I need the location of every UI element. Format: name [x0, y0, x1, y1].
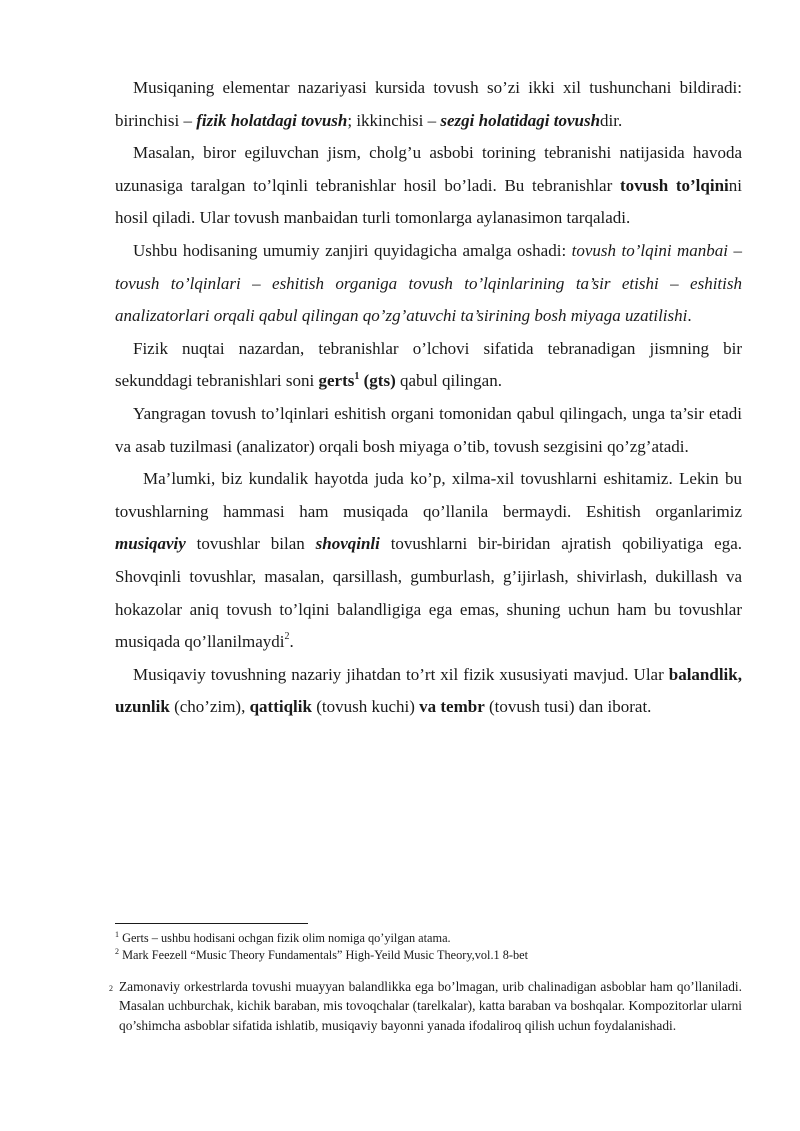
- bold-term: (gts): [359, 371, 396, 391]
- footnote-text: Mark Feezell “Music Theory Fundamentals” High-Yeild Music Theory,vol.1 8-bet: [119, 948, 529, 962]
- bold-term: gerts: [318, 371, 355, 391]
- footnote-1: [115, 930, 742, 947]
- bold-term: va tembr: [419, 697, 485, 717]
- emphasis-term: sezgi holatidagi tovush: [440, 110, 601, 130]
- paragraph-1: [115, 72, 742, 137]
- italic-chain: tovush to’lqini manbai – tovush to’lqinlari – eshitish organiga tovush to’lqinlarining ta’sir etishi – eshitish analizatorlari orqali qabul qilingan qo’zg’atuvchi ta’sirining bosh miyaga uzatilishi: [115, 240, 742, 326]
- bold-term: balandlik, uzunlik: [115, 664, 742, 717]
- emphasis-term: shovqinli: [315, 534, 380, 554]
- footnote-divider: [115, 923, 308, 924]
- text-run: Ushbu hodisaning umumiy zanjiri quyidagicha amalga oshadi:: [133, 240, 572, 260]
- text-run: qabul qilingan.: [395, 371, 502, 391]
- paragraph-7: [115, 659, 742, 724]
- footnote-text: Zamonaviy orkestrlarda tovushi muayyan balandlikka ega bo’lmagan, urib chalinadigan asboblar ham qo’llaniladi. Masalan uchburchak, kichik baraban, mis tovoqchalar (tarelkalar), katta baraban va boshqalar. Kompozitorlar ularni qo’shimcha asboblar sifatida ishlatib, musiqaviy bayonni yanada ifodaliroq qilish uchun foydalanishadi.: [119, 979, 742, 1033]
- text-run: ni hosil qiladi. Ular tovush manbaidan turli tomonlarga aylanasimon tarqaladi.: [115, 175, 742, 228]
- footnotes: [109, 929, 742, 1035]
- paragraph-2: [115, 137, 742, 235]
- emphasis-term: musiqaviy: [115, 534, 186, 554]
- footnote-ref-1[interactable]: 1: [354, 370, 360, 382]
- text-run: (tovush tusi) dan iborat.: [484, 697, 652, 717]
- footnote-3: [109, 977, 742, 1035]
- bold-term: qattiqlik: [249, 697, 312, 717]
- paragraph-4: [115, 333, 742, 398]
- footnote-mark: 2: [115, 946, 119, 956]
- text-run: dir.: [600, 110, 623, 130]
- paragraph-5: [115, 398, 742, 463]
- text-run: tovushlarni bir-biridan ajratish qobiliyatiga ega. Shovqinli tovushlar, masalan, qarsillash, gumburlash, g’ijirlash, shivirlash, dukillash va hokazolar aniq tovush to’lqini balandligiga ega emas, shuning uchun ham bu tovushlar musiqada qo’llanilmaydi: [115, 534, 742, 652]
- text-run: Ma’lumki, biz kundalik hayotda juda ko’p, xilma-xil tovushlarni eshitamiz. Lekin bu tovushlarning hammasi ham musiqada qo’llanila bermaydi. Eshitish organlarimiz: [115, 469, 742, 521]
- paragraph-3: [115, 235, 742, 333]
- text-run: (cho’zim),: [169, 697, 250, 717]
- text-run: Musiqaning elementar nazariyasi kursida tovush so’zi ikki xil tushunchani bildiradi: birinchisi –: [115, 78, 742, 130]
- text-run: .: [289, 632, 294, 652]
- body-text: [115, 72, 742, 724]
- footnote-2: [115, 947, 742, 964]
- text-run: tovushlar bilan: [185, 534, 316, 554]
- emphasis-term: fizik holatdagi tovush: [196, 110, 348, 130]
- bold-term: tovush to’lqini: [619, 175, 729, 195]
- text-run: Masalan, biror egiluvchan jism, cholg’u asbobi torining tebranishi natijasida havoda uzunasiga taralgan to’lqinli tebranishlar hosil bo’ladi. Bu tebranishlar: [115, 143, 742, 195]
- footnote-mark: 2: [109, 984, 113, 993]
- footnote-text: Gerts – ushbu hodisani ochgan fizik olim nomiga qo’yilgan atama.: [119, 931, 451, 945]
- text-run: ; ikkinchisi –: [347, 110, 441, 130]
- text-run: Musiqaviy tovushning nazariy jihatdan to’rt xil fizik xususiyati mavjud. Ular: [133, 664, 669, 684]
- paragraph-6: [115, 463, 742, 659]
- text-run: Fizik nuqtai nazardan, tebranishlar o’lchovi sifatida tebranadigan jismning bir sekunddagi tebranishlari soni: [115, 338, 742, 391]
- footnote-ref-2[interactable]: 2: [284, 631, 290, 643]
- footnote-mark: 1: [115, 929, 119, 939]
- text-run: (tovush kuchi): [311, 697, 420, 717]
- text-run: .: [687, 306, 692, 326]
- text-run: Yangragan tovush to’lqinlari eshitish organi tomonidan qabul qilingach, unga ta’sir etadi va asab tuzilmasi (analizator) orqali bosh miyaga o’tib, tovush sezgisini qo’zg’atadi.: [115, 403, 742, 456]
